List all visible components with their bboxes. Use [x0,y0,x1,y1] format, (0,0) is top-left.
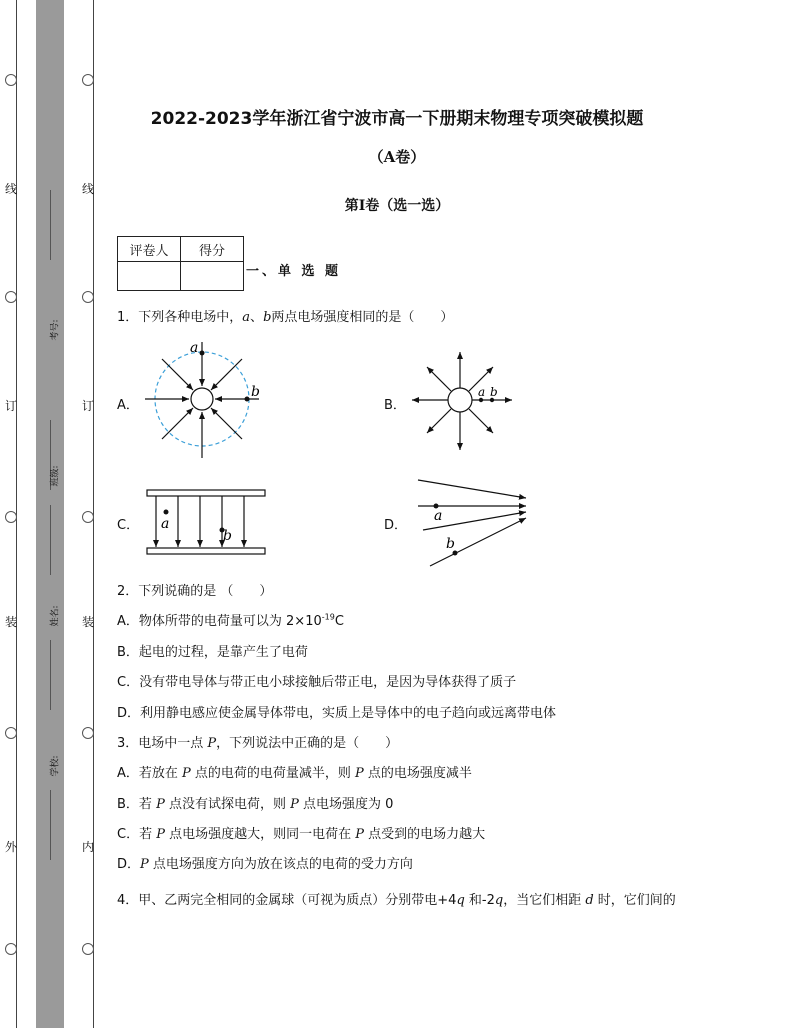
q3-var-p: P [355,766,364,781]
point-b [245,397,250,402]
binding-char: 内 [81,840,94,854]
binding-char: 订 [4,399,17,413]
q3-b-text: 点电场强度为 0 [298,797,394,812]
q3-option-b [117,793,393,812]
label-b: b [251,384,260,400]
q3-var-p: P [355,827,364,842]
question-4-stem [117,889,676,908]
q2-option-a [117,610,344,629]
q3-a-text: 点的电荷的电荷量减半，则 [190,766,356,781]
field-label-school: 学校: [50,755,61,777]
q2-option-c: C．没有带电导体与带正电小球接触后带正电，是因为导体获得了质子 [117,675,517,690]
q4-var-q: q [456,893,465,908]
figure-a-negative-charge [145,342,259,458]
page-subtitle: （A卷） [368,148,426,166]
q3-c-text: C．若 [117,827,157,842]
binding-char: 线 [81,182,94,196]
q3-b-text: 点没有试探电荷，则 [164,797,291,812]
q3-a-text: A．若放在 [117,766,183,781]
field-label-class: 班级: [50,465,61,487]
q4-var-d: d [585,893,594,908]
q3-option-d [117,853,413,872]
q4-text: 4．甲、乙两完全相同的金属球（可视为质点）分别带电+4 [117,893,457,908]
q3-a-text: 点的电场强度减半 [363,766,472,781]
q3-option-a [117,762,472,781]
bottom-plate [147,548,265,554]
q1-option-a-label: A． [117,398,139,413]
q1-sep: 、 [250,310,264,325]
label-a: a [478,385,486,399]
binding-char: 订 [81,399,94,413]
q1-option-b-label: B． [384,398,406,413]
q3-var-p: P [140,857,149,872]
q3-d-text: D． [117,857,141,872]
q1-option-d-label: D． [384,518,408,533]
q2-option-a-unit: C [334,614,344,629]
page-title: 2022-2023学年浙江省宁波市高一下册期末物理专项突破模拟题 [150,109,644,129]
q3-c-text: 点电场强度越大，则同一电荷在 [164,827,356,842]
label-a: a [161,516,170,532]
binding-char: 外 [4,840,17,854]
q3-var-p: P [290,797,299,812]
q4-text: 和-2 [464,893,495,908]
label-a: a [434,508,443,524]
charge-circle [448,388,472,412]
charge-circle [191,388,213,410]
volume-heading: 第I卷（选一选） [344,198,450,214]
q4-text: ，当它们相距 [503,893,586,908]
q2-option-d: D．利用静电感应使金属导体带电，实质上是导体中的电子趋向或远离带电体 [117,706,557,721]
binding-char: 线 [4,182,17,196]
point-a [200,351,205,356]
q1-text: 1．下列各种电场中， [117,310,243,325]
q3-option-c [117,823,485,842]
binding-char: 装 [4,615,17,629]
question-2-stem: 2．下列说确的是 （ ） [117,584,273,599]
top-plate [147,490,265,496]
q3-var-p: P [156,827,165,842]
label-b: b [490,385,498,399]
q1-var-b: b [263,310,272,325]
label-a: a [190,340,199,356]
q3-var-p: P [156,797,165,812]
score-table-header-score: 得分 [181,237,244,262]
q4-var-q: q [494,893,504,908]
q3-var-p: P [207,736,217,751]
q2-option-a-text: A．物体所带的电荷量可以为 2×10 [117,614,322,629]
q3-d-text: 点电场强度方向为放在该点的电荷的受力方向 [148,857,413,872]
figure-b-positive-charge [412,352,512,450]
field-label-name: 姓名: [50,605,61,627]
q3-var-p: P [182,766,191,781]
label-b: b [223,528,232,544]
q3-c-text: 点受到的电场力越大 [363,827,486,842]
q1-text-end: 两点电场强度相同的是（ ） [271,310,454,325]
field-label-exam-no: 考号: [50,319,61,341]
q3-text: 3．电场中一点 [117,736,208,751]
label-b: b [446,536,455,552]
q1-option-c-label: C． [117,518,140,533]
point-a [164,510,169,515]
q4-text: 时，它们间的 [593,893,676,908]
q3-text-end: ，下列说法中正确的是（ ） [216,736,399,751]
score-table-header-grader: 评卷人 [118,237,181,262]
q2-option-a-exponent: -19 [321,612,335,622]
q1-var-a: a [242,310,251,325]
binding-char: 装 [81,615,94,629]
q3-b-text: B．若 [117,797,157,812]
q2-option-b: B．起电的过程，是靠产生了电荷 [117,645,308,660]
section-heading: 一、单 选 题 [246,264,342,279]
question-3-stem [117,732,398,751]
